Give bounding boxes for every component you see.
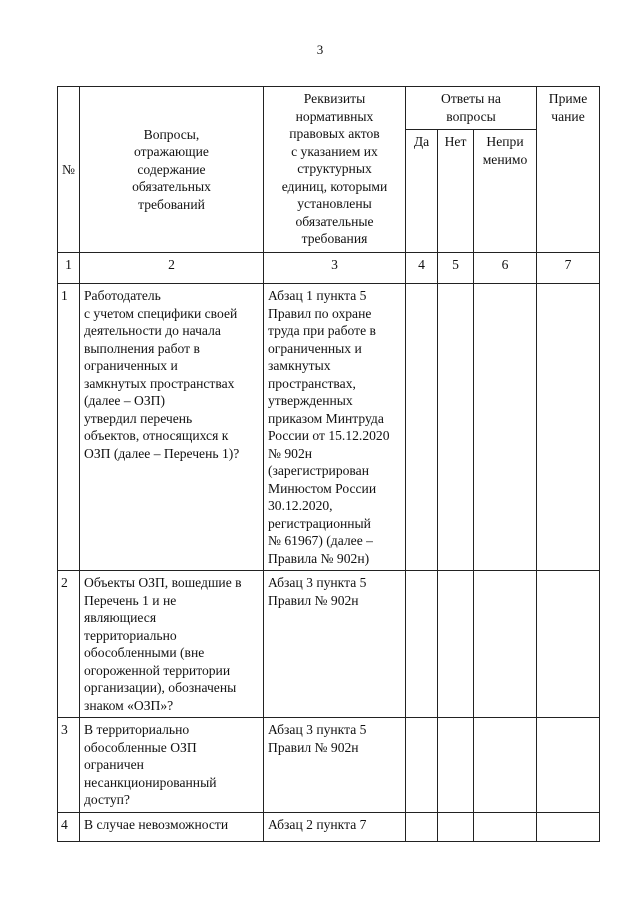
question-cell: Работодатель с учетом специфики своей деятельности до начала выполнения работ в ограниченных и замкнутых пространствах (далее – ОЗП) утвердил перечень объектов, относящихся к ОЗП (далее – Перечень 1)? — [80, 284, 264, 571]
table-row — [58, 571, 600, 718]
page-number: 3 — [316, 42, 324, 57]
header-yes: Да — [406, 130, 438, 253]
answer-no-cell[interactable] — [438, 812, 474, 841]
answer-yes-cell[interactable] — [406, 571, 438, 718]
question-cell: В территориально обособленные ОЗП ограничен несанкционированный доступ? — [80, 718, 264, 813]
column-number: 1 — [58, 253, 80, 284]
answer-no-cell[interactable] — [438, 571, 474, 718]
header-note: Приме чание — [537, 87, 600, 253]
answer-yes-cell[interactable] — [406, 718, 438, 813]
column-number: 3 — [264, 253, 406, 284]
answer-no-cell[interactable] — [438, 718, 474, 813]
requisite-cell: Абзац 2 пункта 7 — [264, 812, 406, 841]
note-cell[interactable] — [537, 718, 600, 813]
header-answers: Ответы на вопросы — [406, 87, 537, 130]
answer-na-cell[interactable] — [474, 812, 537, 841]
requirements-table — [57, 86, 600, 842]
column-number: 5 — [438, 253, 474, 284]
answer-yes-cell[interactable] — [406, 812, 438, 841]
answer-na-cell[interactable] — [474, 284, 537, 571]
column-number: 7 — [537, 253, 600, 284]
answer-yes-cell[interactable] — [406, 284, 438, 571]
column-number: 4 — [406, 253, 438, 284]
question-cell: Объекты ОЗП, вошедшие в Перечень 1 и не являющиеся территориально обособленными (вне огороженной территории организации), обозначены знаком «ОЗП»? — [80, 571, 264, 718]
table-row — [58, 812, 600, 841]
header-num: № — [58, 87, 80, 253]
requisite-cell: Абзац 3 пункта 5 Правил № 902н — [264, 571, 406, 718]
row-number: 4 — [58, 812, 80, 841]
answer-na-cell[interactable] — [474, 718, 537, 813]
answer-no-cell[interactable] — [438, 284, 474, 571]
note-cell[interactable] — [537, 284, 600, 571]
row-number: 3 — [58, 718, 80, 813]
header-requisites: Реквизиты нормативных правовых актов с указанием их структурных единиц, которыми установлены обязательные требования — [264, 87, 406, 253]
note-cell[interactable] — [537, 571, 600, 718]
header-no: Нет — [438, 130, 474, 253]
column-number: 6 — [474, 253, 537, 284]
row-number: 1 — [58, 284, 80, 571]
column-number: 2 — [80, 253, 264, 284]
question-cell: В случае невозможности — [80, 812, 264, 841]
row-number: 2 — [58, 571, 80, 718]
header-na: Непри менимо — [474, 130, 537, 253]
header-questions: Вопросы, отражающие содержание обязательных требований — [80, 87, 264, 253]
requisite-cell: Абзац 3 пункта 5 Правил № 902н — [264, 718, 406, 813]
note-cell[interactable] — [537, 812, 600, 841]
requisite-cell: Абзац 1 пункта 5 Правил по охране труда при работе в ограниченных и замкнутых пространствах, утвержденных приказом Минтруда России от 15.12.2020 № 902н (зарегистрирован Минюстом России 30.12.2020, регистрационный № 61967) (далее – Правила № 902н) — [264, 284, 406, 571]
header-row-top — [58, 87, 600, 130]
table-row — [58, 284, 600, 571]
answer-na-cell[interactable] — [474, 571, 537, 718]
table-row — [58, 718, 600, 813]
column-number-row — [58, 253, 600, 284]
